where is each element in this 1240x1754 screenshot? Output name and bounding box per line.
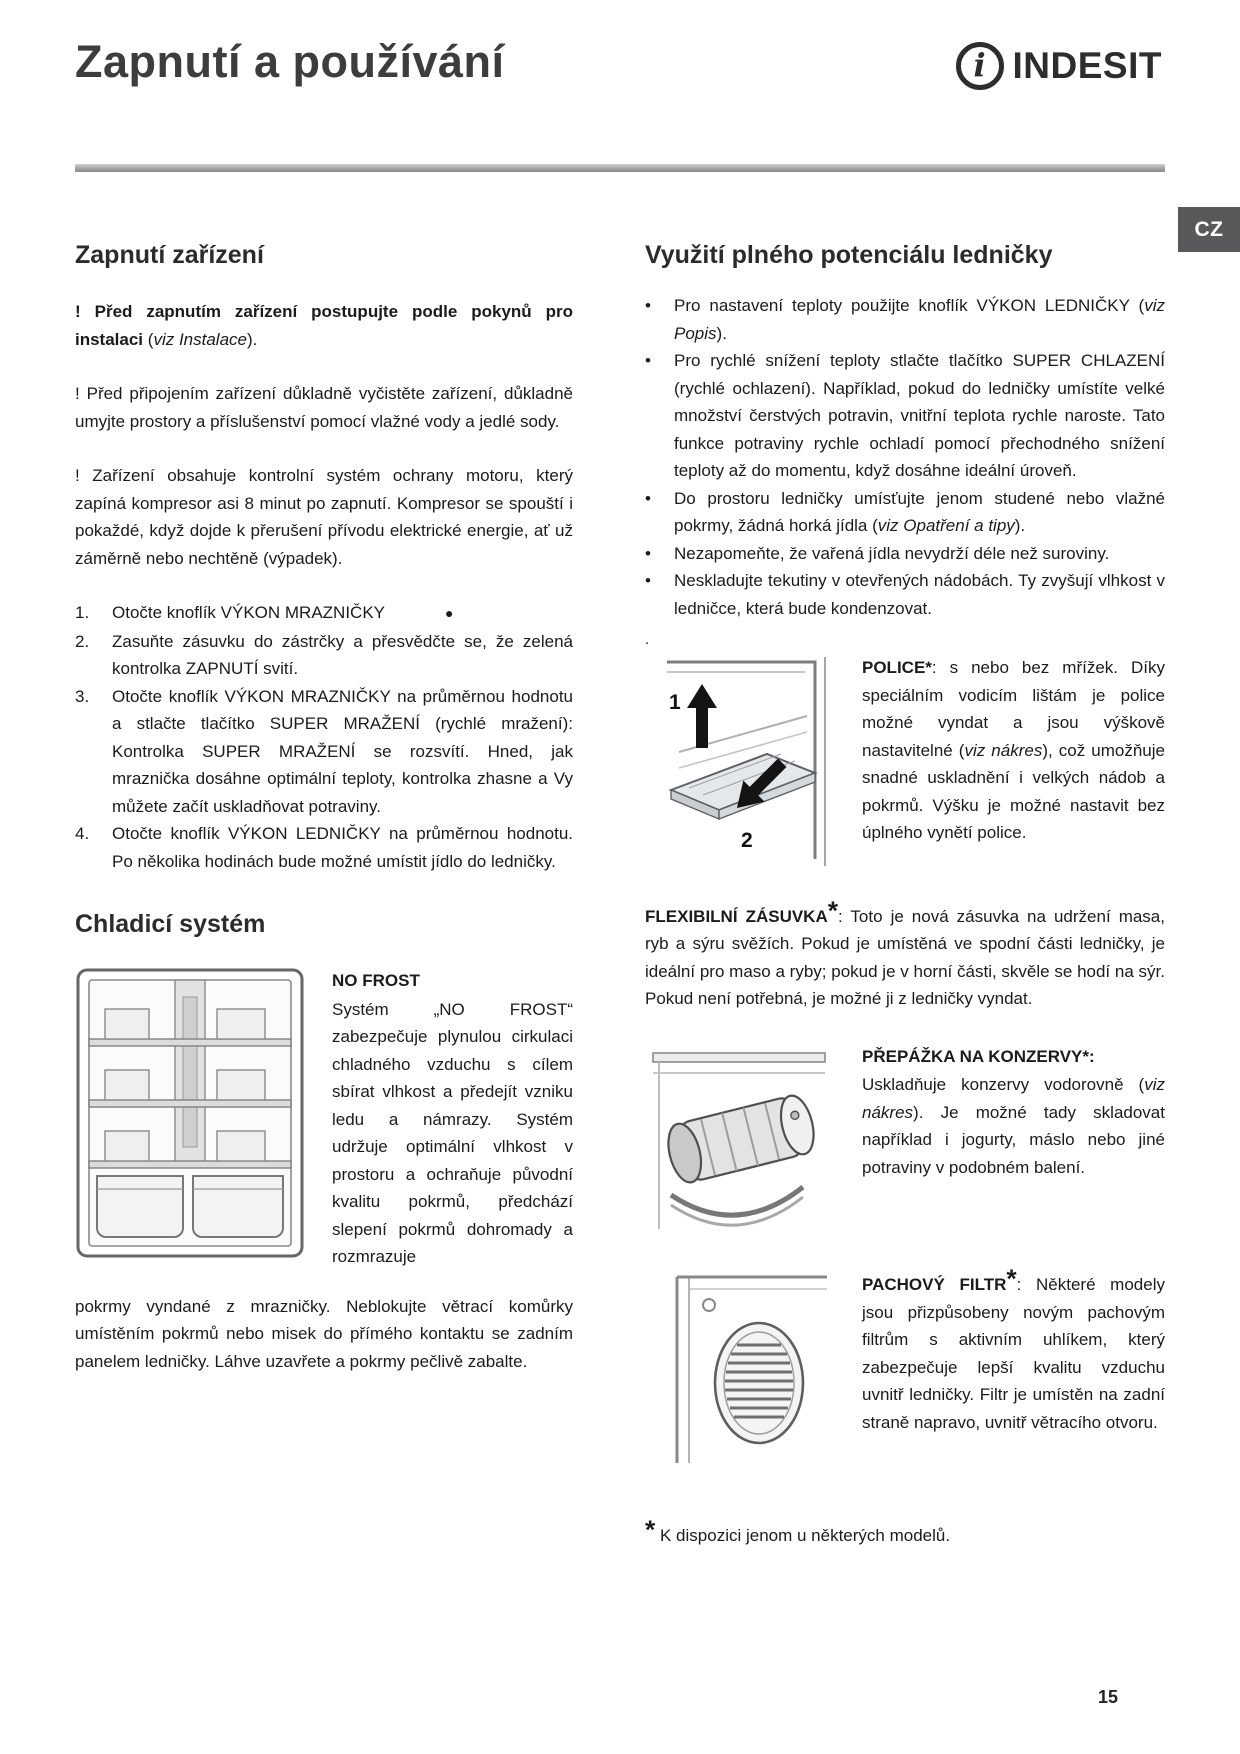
- bullet-text: Neskladujte tekutiny v otevřených nádobách. Ty zvyšují vlhkost v ledničce, která bude kondenzovat.: [674, 571, 1165, 618]
- flexible-drawer-paragraph: FLEXIBILNÍ ZÁSUVKA*: Toto je nová zásuvka na udržení masa, ryb a sýru svěžích. Pokud je umístěná ve spodní části ledničky, je ideální pro maso a ryby; pokud je v horní části, skvěle se hodí na sýr. Pokud není potřebná, je možné ji z ledničky vyndat.: [645, 894, 1165, 1008]
- paragraph-install-note: ! Před zapnutím zařízení postupujte podle pokynů pro instalaci (viz Instalace).: [75, 302, 574, 349]
- page-number: 15: [1097, 1687, 1118, 1707]
- can-divider-heading: PŘEPÁŽKA NA KONZERVY*:: [862, 1046, 1095, 1066]
- step-number: 3.: [75, 686, 90, 706]
- no-frost-continuation: pokrmy vyndané z mrazničky. Neblokujte větrací komůrky umístěním pokrmů nebo misek do přímého kontaktu se zadním panelem ledničky. Láhve uzavřete a pokrmy pečlivě zabalte.: [75, 1296, 573, 1371]
- availability-footnote: * K dispozici jenom u některých modelů.: [645, 1513, 951, 1545]
- step-number: 1.: [75, 603, 90, 622]
- step-text: Otočte knoflík VÝKON MRAZNIČKY ●: [112, 603, 454, 622]
- bullet-icon: •: [645, 543, 651, 563]
- can-divider-paragraph: [862, 1043, 1165, 1250]
- bullet-text: Pro nastavení teploty použijte knoflík VÝKON LEDNIČKY (viz Popis).: [674, 296, 1165, 343]
- odor-filter-figure: [645, 1271, 835, 1480]
- arrow-1-label: 1: [669, 691, 681, 714]
- list-item: [645, 347, 1165, 485]
- step-text: Zasuňte zásuvku do zástrčky a přesvědčte se, že zelená kontrolka ZAPNUTÍ svití.: [112, 631, 573, 678]
- list-item: [645, 540, 1165, 568]
- brand-logo: [956, 42, 1162, 90]
- indesit-ring-icon: [956, 42, 1004, 90]
- list-item: [645, 567, 1165, 622]
- no-frost-figure-row: [75, 967, 573, 1271]
- police-paragraph: POLICE*: s nebo bez mřížek. Díky speciálním vodicím lištám je police možné vyndat a jsou výškově nastavitelné (viz nákres), což umožňuje snadné uskladnění i velkých nádob a pokrmů. Výšku je možné nastavit bez úplného vynětí police.: [862, 658, 1165, 842]
- no-frost-heading: NO FROST: [332, 971, 420, 990]
- left-column: [75, 240, 573, 1375]
- language-tab: CZ: [1178, 207, 1240, 252]
- step-text: Otočte knoflík VÝKON MRAZNIČKY na průměrnou hodnotu a stlačte tlačítko SUPER MRAŽENÍ (rychlé mražení): Kontrolka SUPER MRAŽENÍ se rozsvítí. Hned, jak mraznička dosáhne optimální teploty, kontrolka zhasne a Vy můžete začít uskladňovat potraviny.: [112, 686, 573, 816]
- shelf-figure: [645, 654, 835, 881]
- knob-indicator-dot-icon: ●: [445, 605, 454, 621]
- shelf-figure-row: [645, 654, 1165, 881]
- step-number: 4.: [75, 824, 90, 843]
- list-item: [645, 292, 1165, 347]
- can-rack-figure-row: [645, 1043, 1165, 1250]
- indesit-ring-letter: i: [973, 45, 986, 84]
- section-heading-zapnuti-zarizeni: Zapnutí zařízení: [75, 241, 264, 269]
- arrow-2-label: 2: [741, 829, 753, 852]
- right-column: [645, 240, 1165, 1549]
- bullet-icon: •: [645, 571, 651, 590]
- bullet-text: Pro rychlé snížení teploty stlačte tlačítko SUPER CHLAZENÍ (rychlé ochlazení). Například, pokud do ledničky umístíte velké množství čerstvých potravin, vnitřní teplota rychle naroste. Tato funkce potraviny rychle ochladí pomocí přechodného snížení teploty až do momentu, když dosáhne ideální úroveň.: [674, 351, 1165, 480]
- page-title: Zapnutí a používání: [75, 36, 505, 87]
- no-frost-text: [332, 967, 573, 1271]
- can-divider-body: Uskladňuje konzervy vodorovně (viz nákres). Je možné tady skladovat například i jogurty, máslo nebo jiné potraviny v podobném balení.: [862, 1075, 1165, 1177]
- odor-filter-paragraph: PACHOVÝ FILTR*: Některé modely jsou přizpůsobeny novým pachovým filtrům s aktivním uhlíkem, který zabezpečuje lepší kvalitu vzduchu uvnitř ledničky. Filtr je umístěn na zadní straně napravo, uvnitř větracího otvoru.: [862, 1263, 1165, 1432]
- step-text: Otočte knoflík VÝKON LEDNIČKY na průměrnou hodnotu. Po několika hodinách bude možné umístit jídlo do ledničky.: [112, 824, 573, 871]
- list-item: [75, 683, 573, 821]
- list-item: [75, 599, 573, 628]
- list-item: [645, 485, 1165, 540]
- odor-filter-figure-row: [645, 1263, 1165, 1480]
- header-rule: [75, 164, 1165, 172]
- no-frost-body: Systém „NO FROST“ zabezpečuje plynulou cirkulaci chladného vzduchu s cílem sbírat vlhkost a předejít vzniku ledu a námrazy. Systém udržuje optimální vlhkost v prostoru a ochraňuje původní kvalitu pokrmů, předchází slepení pokrmů dohromady a rozmrazuje: [332, 999, 573, 1266]
- bullet-text: Nezapomeňte, že vařená jídla nevydrží déle než suroviny.: [674, 543, 1110, 563]
- list-item: [75, 628, 573, 683]
- fridge-interior-figure: [75, 967, 305, 1271]
- paragraph-cleaning-note: ! Před připojením zařízení důkladně vyčistěte zařízení, důkladně umyjte prostory a příslušenství pomocí vlažné vody a jedlé sody.: [75, 384, 573, 431]
- fridge-tips-list: [645, 292, 1165, 622]
- bullet-text: Do prostoru ledničky umísťujte jenom studené nebo vlažné pokrmy, žádná horká jídla (viz Opatření a tipy).: [674, 488, 1165, 535]
- list-item: [75, 820, 573, 875]
- bullet-icon: •: [645, 488, 651, 508]
- step-number: 2.: [75, 631, 90, 651]
- can-rack-figure: [645, 1043, 835, 1250]
- bullet-icon: •: [645, 351, 651, 370]
- stray-period: .: [645, 631, 650, 648]
- bullet-icon: •: [645, 296, 651, 315]
- section-heading-vyuziti-potencialu: Využití plného potenciálu ledničky: [645, 241, 1053, 269]
- startup-steps-list: [75, 599, 573, 875]
- paragraph-motor-protection-note: ! Zařízení obsahuje kontrolní systém ochrany motoru, který zapíná kompresor asi 8 minut po zapnutí. Kompresor se spouští i pokaždé, když dojde k přerušení přívodu elektrické energie, ať už záměrně nebo nechtěně (výpadek).: [75, 466, 573, 568]
- section-heading-chladici-system: Chladicí systém: [75, 910, 266, 938]
- brand-wordmark: INDESIT: [1012, 45, 1162, 86]
